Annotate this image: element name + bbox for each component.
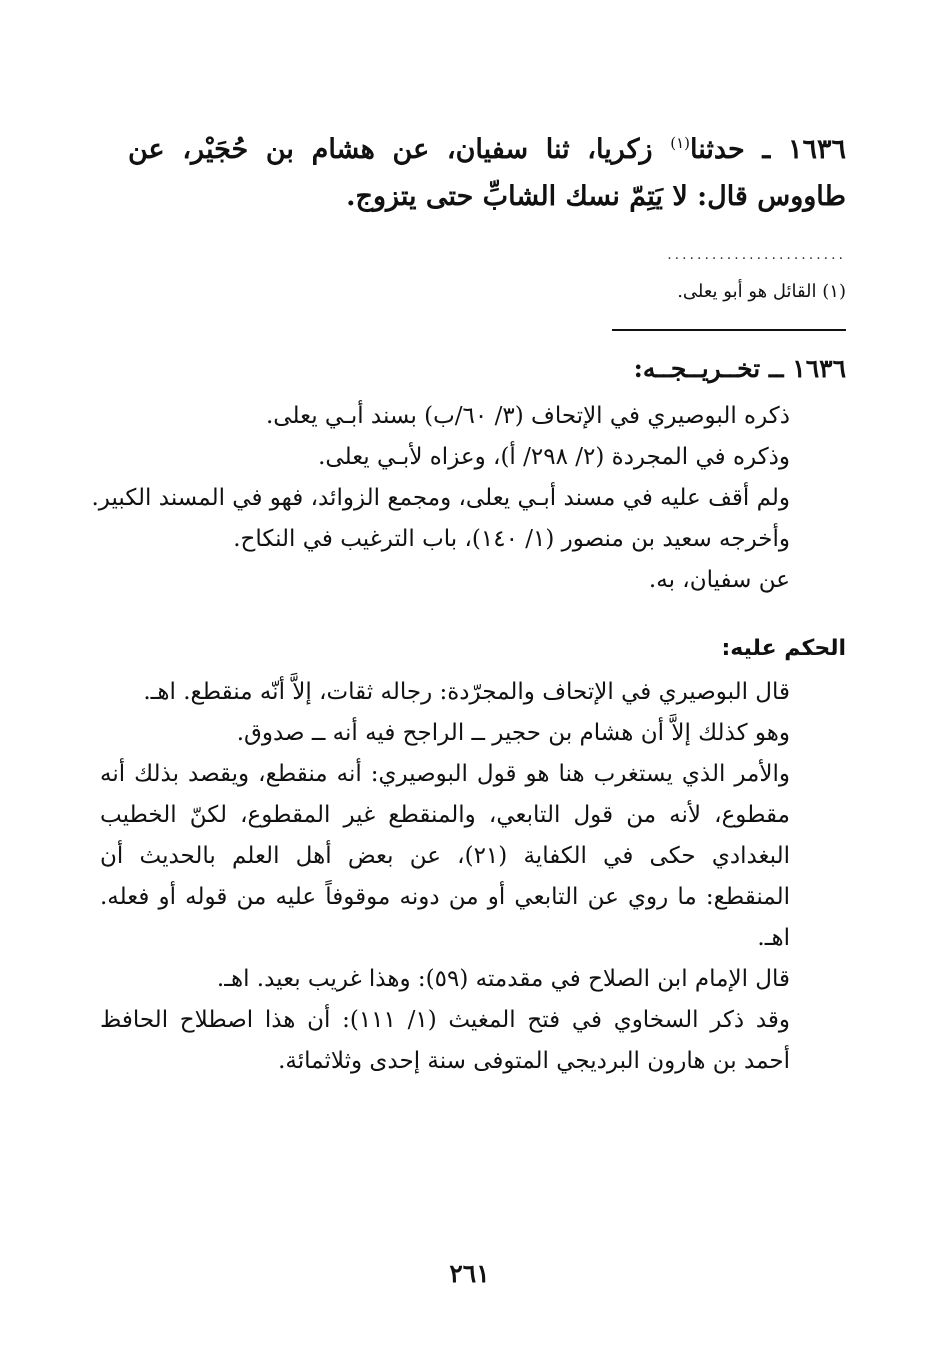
hukm-paragraph: وهو كذلك إلاَّ أن هشام بن حجير ــ الراجح فيه أنه ــ صدوق. bbox=[236, 720, 790, 746]
takhrij-heading: ١٦٣٦ ــ تخــريــجــه: bbox=[633, 354, 846, 383]
hukm-section bbox=[100, 672, 846, 1082]
takhrij-line: ولم أقف عليه في مسند أبـي يعلى، ومجمع الزوائد، فهو في المسند الكبير. bbox=[91, 485, 790, 511]
hadith-number: ١٦٣٦ bbox=[787, 134, 846, 165]
hadith-text bbox=[128, 126, 846, 220]
hukm-paragraph: قال البوصيري في الإتحاف والمجرّدة: رجاله ثقات، إلاَّ أنّه منقطع. اهـ. bbox=[143, 679, 790, 705]
section-divider bbox=[612, 329, 846, 331]
footnote-marker[interactable]: (١) bbox=[670, 134, 690, 152]
hukm-paragraph: والأمر الذي يستغرب هنا هو قول البوصيري: أنه منقطع، ويقصد بذلك أنه مقطوع، لأنه من قول التابعي، والمنقطع غير المقطوع، لكنّ الخطيب البغدادي حكى في الكفاية (٢١)، عن بعض أهل العلم بالحديث أن المنقطع: ما روي عن التابعي أو من دونه موقوفاً عليه من قوله أو فعله. اهـ. bbox=[100, 761, 790, 951]
hadith-body: زكريا، ثنا سفيان، عن هشام بن حُجَيْر، عن طاووس قال: لا يَتِمّ نسك الشابِّ حتى يتزوج. bbox=[128, 134, 846, 212]
footnote: (١) القائل هو أبو يعلى. bbox=[677, 281, 846, 302]
takhrij-line: ذكره البوصيري في الإتحاف (٣/ ٦٠/ب) بسند أبـي يعلى. bbox=[266, 403, 790, 429]
takhrij-section bbox=[91, 396, 790, 601]
hukm-paragraph: وقد ذكر السخاوي في فتح المغيث (١/ ١١١): أن هذا اصطلاح الحافظ أحمد بن هارون البرديجي المتوفى سنة إحدى وثلاثمائة. bbox=[100, 1007, 791, 1074]
takhrij-line: وذكره في المجردة (٢/ ٢٩٨/ أ)، وعزاه لأبـي يعلى. bbox=[318, 444, 790, 470]
takhrij-line: عن سفيان، به. bbox=[648, 567, 790, 593]
hadith-opening: ـ حدثنا bbox=[689, 134, 771, 165]
footnote-separator: ........................ bbox=[667, 247, 846, 263]
page-number: ٢٦١ bbox=[449, 1259, 490, 1288]
hukm-heading: الحكم عليه: bbox=[721, 636, 846, 661]
hukm-paragraph: قال الإمام ابن الصلاح في مقدمته (٥٩): وهذا غريب بعيد. اهـ. bbox=[216, 966, 790, 992]
takhrij-line: وأخرجه سعيد بن منصور (١/ ١٤٠)، باب الترغيب في النكاح. bbox=[233, 526, 790, 552]
